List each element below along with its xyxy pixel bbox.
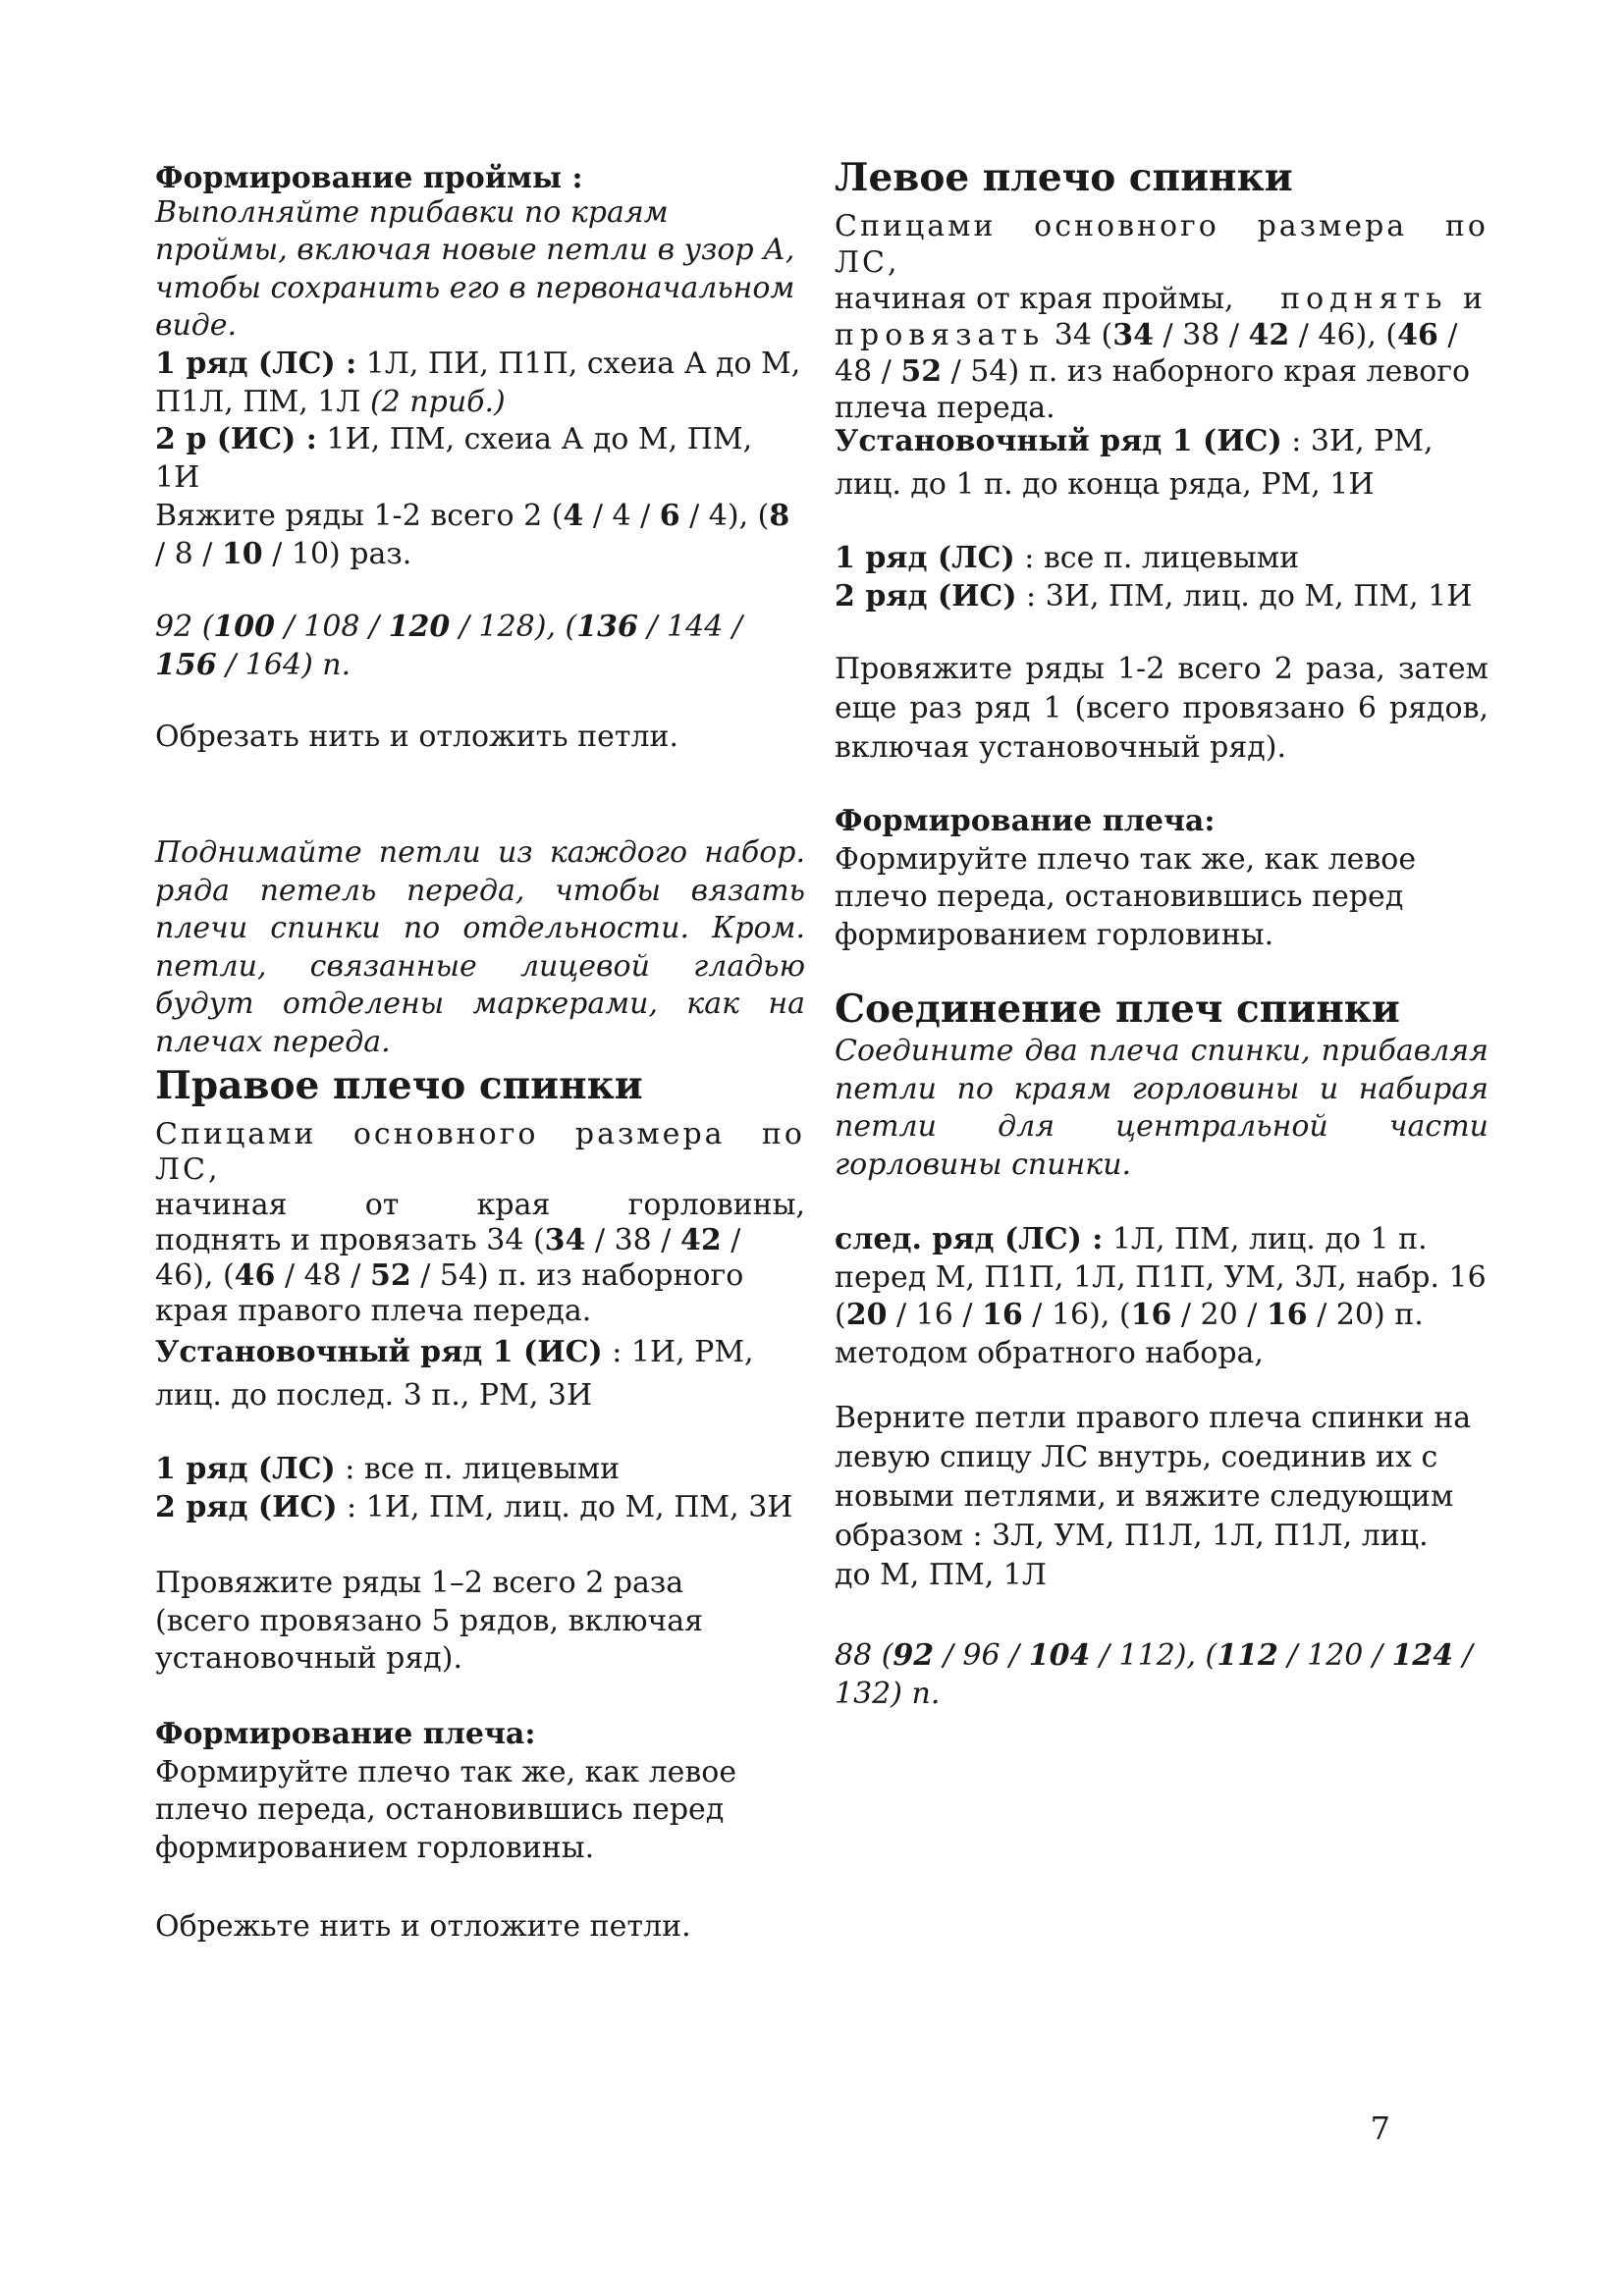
repeat-instruction: Вяжите ряды 1-2 всего 2 (4 / 4 / 6 / 4), (8 / 8 / 10 / 10) раз.: [155, 499, 790, 571]
join-title: Соединение плеч спинки: [835, 987, 1400, 1032]
return-stitches: Верните петли правого плеча спинки на левую спицу ЛС внутрь, соединив их с новыми петлями, и вяжите следующим образом : 3Л, УМ, П1Л, 1Л, П1Л, лиц. до М, ПМ, 1Л: [835, 1401, 1472, 1592]
page-number: 7: [1370, 2109, 1390, 2147]
setup-row: Установочный ряд 1 (ИС) : 1И, РМ, лиц. до послед. 3 п., РМ, 3И: [155, 1335, 754, 1413]
stitch-count-right: 88 (92 / 96 / 104 / 112), (112 / 120 / 124 / 132) п.: [835, 1638, 1473, 1711]
left-shoulder-pickup: Спицами основного размера по ЛС, начиная от края проймы, поднять и провязать 34 (34 / 38 / 42 / 46), (46 / 48 / 52 / 54) п. из наборного края левого плеча переда.: [835, 209, 1488, 425]
rows-1-2: 1 ряд (ЛС) : все п. лицевыми 2 ряд (ИС) : 1И, ПМ, лиц. до М, ПМ, 3И: [155, 1452, 793, 1524]
shoulder-shaping-right: Формирование плеча: Формируйте плечо так же, как левое плечо переда, остановившись перед формированием горловины.: [835, 804, 1417, 952]
right-shoulder-title: Правое плечо спинки: [155, 1063, 643, 1108]
armhole-title: Формирование проймы :: [155, 161, 583, 195]
armhole-section: [155, 160, 805, 346]
armhole-intro: Выполняйте прибавки по краям проймы, включая новые петли в узор А, чтобы сохранить его в первоначальном виде.: [155, 194, 795, 343]
next-row: след. ряд (ЛС) : 1Л, ПМ, лиц. до 1 п. перед М, П1П, 1Л, П1П, УМ, 3Л, набр. 16 (20 / 16 / 16 / 16), (16 / 20 / 16 / 20) п. методом обратного набора,: [835, 1222, 1487, 1370]
repeat-rows-right: Провяжите ряды 1-2 всего 2 раза, затем еще раз ряд 1 (всего провязано 6 рядов, включая установочный ряд).: [835, 652, 1488, 765]
setup-row-right: Установочный ряд 1 (ИС) : 3И, РМ, лиц. до 1 п. до конца ряда, РМ, 1И: [835, 424, 1434, 502]
row1-note: (2 приб.): [369, 384, 506, 419]
join-intro: Соедините два плеча спинки, прибавляя петли по краям горловины и набирая петли для центральной части горловины спинки.: [835, 1034, 1488, 1182]
cut-note-2: Обрежьте нить и отложите петли.: [155, 1909, 691, 1944]
row1-line: 1 ряд (ЛС) : 1Л, ПИ, П1П, схеиа А до М, П1Л, ПМ, 1Л (2 приб.): [155, 347, 801, 419]
repeat-rows: Провяжите ряды 1–2 всего 2 раза (всего провязано 5 рядов, включая установочный ряд).: [155, 1566, 704, 1676]
armhole-rows: [155, 346, 805, 497]
row2-label: 2 р (ИС) :: [155, 422, 317, 456]
rows-1-2-right: 1 ряд (ЛС) : все п. лицевыми 2 ряд (ИС) : 3И, ПМ, лиц. до М, ПМ, 1И: [835, 541, 1473, 614]
stitch-count: 92 (100 / 108 / 120 / 128), (136 / 144 / 156 / 164) п.: [155, 610, 742, 682]
cut-note: Обрезать нить и отложить петли.: [155, 720, 679, 754]
pickup-note: Поднимайте петли из каждого набор. ряда петель переда, чтобы вязать плечи спинки по отдельности. Кром. петли, связанные лицевой гладью будут отделены маркерами, как на плечах переда.: [155, 835, 805, 1059]
row1-label: 1 ряд (ЛС) :: [155, 347, 357, 381]
left-shoulder-title: Левое плечо спинки: [835, 155, 1293, 200]
row2-line: 2 р (ИС) : 1И, ПМ, схеиа А до М, ПМ, 1И: [155, 422, 753, 495]
right-shoulder-pickup: Спицами основного размера по ЛС, начиная от края горловины, поднять и провязать 34 (34 / 38 / 42 / 46), (46 / 48 / 52 / 54) п. из наборного края правого плеча переда.: [155, 1117, 805, 1328]
shoulder-shaping: Формирование плеча: Формируйте плечо так же, как левое плечо переда, остановившись перед формированием горловины.: [155, 1717, 737, 1865]
